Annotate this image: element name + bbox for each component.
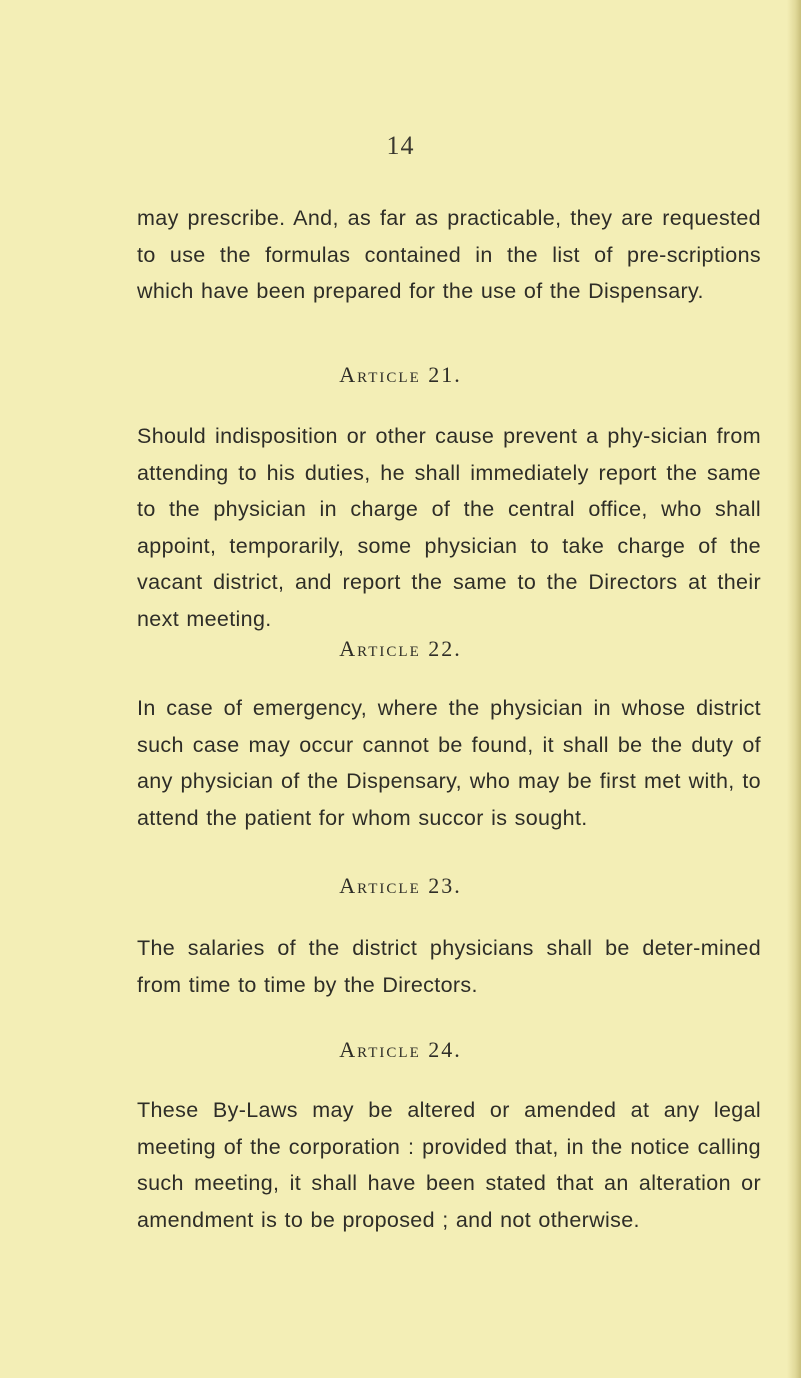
article-23-block <box>137 930 761 1003</box>
page-edge-shadow <box>787 0 801 1378</box>
page-number: 14 <box>386 131 415 160</box>
article-21-body: Should indisposition or other cause prevent a phy-sician from attending to his duties, he shall immediately report the same to the physician in charge of the central office, who shall appoint, temporarily, some physician to take charge of the vacant district, and report the same to the Directors at their next meeting. <box>137 424 761 631</box>
article-24-block <box>137 1092 761 1238</box>
article-21-heading: Article 21. <box>339 362 462 387</box>
article-21-block <box>137 418 761 637</box>
article-24-heading: Article 24. <box>339 1037 462 1062</box>
article-22-heading: Article 22. <box>339 636 462 661</box>
article-23-body: The salaries of the district physicians shall be deter-mined from time to time by the Directors. <box>137 936 761 997</box>
opening-paragraph: may prescribe. And, as far as practicable, they are requested to use the formulas contained in the list of pre-scriptions which have been prepared for the use of the Dispensary. <box>137 206 761 303</box>
article-22-block <box>137 690 761 836</box>
article-24-body: These By-Laws may be altered or amended at any legal meeting of the corporation : provided that, in the notice calling such meeting, it shall have been stated that an alteration or amendment is to be proposed ; and not otherwise. <box>137 1098 761 1232</box>
article-23-heading: Article 23. <box>339 873 462 898</box>
article-22-body: In case of emergency, where the physician in whose district such case may occur cannot be found, it shall be the duty of any physician of the Dispensary, who may be first met with, to attend the patient for whom succor is sought. <box>137 696 761 830</box>
opening-paragraph-block <box>137 200 761 310</box>
